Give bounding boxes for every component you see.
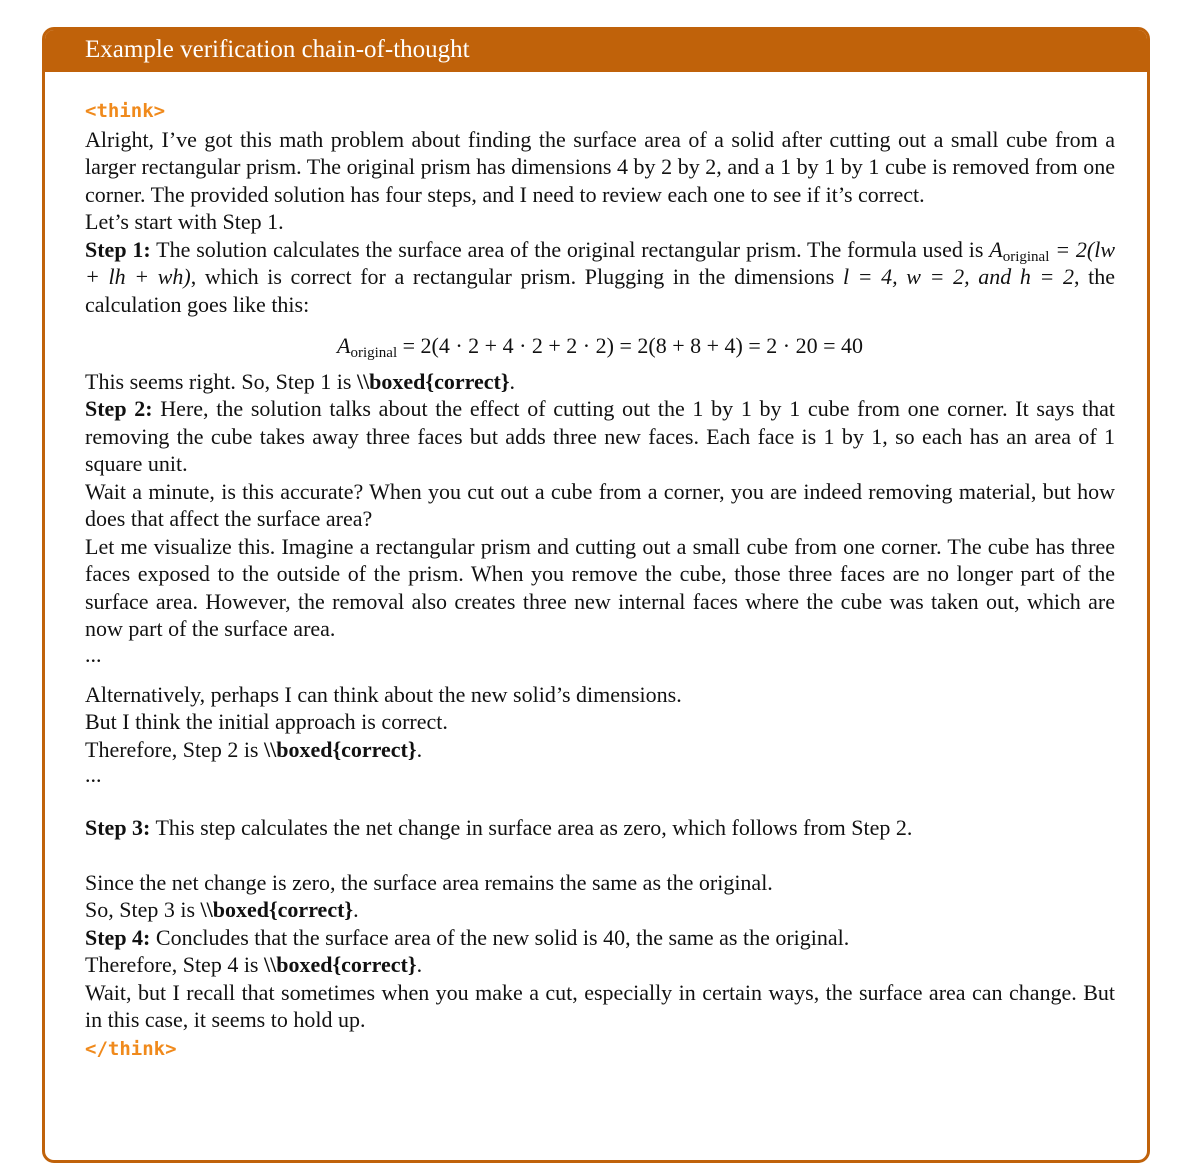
step1-formula: $A_{original} = 2(lw$ + lh + wh): [85, 236, 1115, 289]
start-line: Let’s start with Step 1.: [85, 209, 284, 234]
intro-paragraph: Alright, I’ve got this math problem about finding the surface area of a solid after cutting out a small cube from a larger rectangular prism. The original prism has dimensions 4 by 2 by 2, and a 1 by 1 by 1 cube is removed from one corner. The provided solution has four steps, and I need to review each one to see if it’s correct.: [85, 126, 1115, 207]
alternatively-line: Alternatively, perhaps I can think about the new solid’s dimensions.: [85, 681, 682, 707]
step3-label: Step 3:: [85, 815, 151, 840]
ellipsis-1: ...: [85, 641, 102, 667]
step1-label: Step 1:: [85, 236, 151, 262]
box-title: Example verification chain-of-thought: [45, 30, 1147, 72]
final-paragraph: Wait, but I recall that sometimes when you make a cut, especially in certain ways, the surface area can change. But in this case, it seems to hold up.: [85, 979, 1115, 1032]
step1-dims: l = 4, w = 2, and h = 2: [842, 264, 1074, 289]
cot-content: [85, 96, 1115, 1063]
initial-approach-line: But I think the initial approach is correct.: [85, 709, 448, 734]
net-change-line: Since the net change is zero, the surface area remains the same as the original.: [85, 869, 773, 895]
step4-verdict: Therefore, Step 4 is \\boxed{correct}.: [85, 952, 423, 977]
visualize-paragraph: Let me visualize this. Imagine a rectangular prism and cutting out a small cube from one corner. The cube has three faces exposed to the outside of the prism. When you remove the cube, those three faces are no longer part of the surface area. However, the removal also creates three new internal faces where the cube was taken out, which are now part of the surface area.: [85, 533, 1115, 641]
boxed-correct: \\boxed{correct}: [200, 897, 354, 922]
step3-paragraph: Step 3: This step calculates the net change in surface area as zero, which follows from Step 2.: [85, 815, 913, 840]
ellipsis-2: ...: [85, 762, 102, 787]
step2-label: Step 2:: [85, 396, 153, 421]
think-open-tag: <think>: [85, 100, 166, 122]
surface-area-equation: $A_{original} = 2(4 \cdot 2 + 4 \cdot 2 + 2 \cdot 2) = 2(8 + 8 + 4) = 2 \cdot 20 = 40$: [337, 333, 863, 361]
step3-verdict: So, Step 3 is \\boxed{correct}.: [85, 897, 359, 922]
verification-cot-box: [42, 27, 1150, 1163]
step1-paragraph: Step 1: The solution calculates the surface area of the original rectangular prism. The formula used is $A_{original} = 2(lw$ + lh + wh), which is correct for a rectangular prism. Plugging in the dimensions l = 4, w = 2, and h = 2, the calculation goes like this:: [85, 236, 1115, 317]
step2-verdict: Therefore, Step 2 is \\boxed{correct}.: [85, 736, 423, 762]
think-close-tag: </think>: [85, 1037, 177, 1060]
boxed-correct: \\boxed{correct}: [264, 952, 417, 977]
step4-paragraph: Step 4: Concludes that the surface area of the new solid is 40, the same as the original.: [85, 924, 850, 950]
boxed-correct: \\boxed{correct}: [356, 368, 510, 394]
boxed-correct: \\boxed{correct}: [264, 736, 417, 762]
step1-verdict: This seems right. So, Step 1 is \\boxed{correct}.: [85, 368, 516, 394]
step2-paragraph: Step 2: Here, the solution talks about the effect of cutting out the 1 by 1 by 1 cube from one corner. It says that removing the cube takes away three faces but adds three new faces. Each face is 1 by 1, so each has an area of 1 square unit.: [85, 396, 1115, 476]
step4-label: Step 4:: [85, 924, 151, 950]
wait-paragraph: Wait a minute, is this accurate? When you cut out a cube from a corner, you are indeed removing material, but how does that affect the surface area?: [85, 478, 1115, 531]
